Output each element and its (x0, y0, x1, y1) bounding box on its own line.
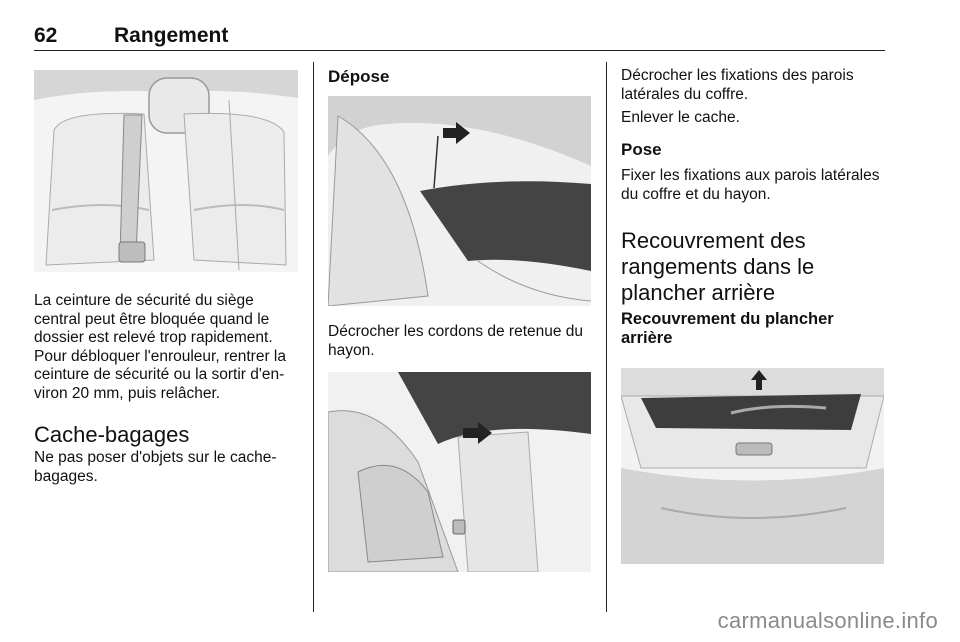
cover-paragraph: Ne pas poser d'objets sur le cache-bagages. (34, 449, 277, 485)
page-number: 62 (34, 24, 58, 47)
watermark: carmanualsonline.info (717, 608, 938, 633)
section-heading-floor: Recouvrement des rangements dans le plancher arrière (621, 228, 815, 305)
remove-cover-paragraph: Enlever le cache. (621, 109, 740, 126)
tailgate-cords-paragraph: Décrocher les cordons de retenue du hayon. (328, 323, 584, 359)
subsection-heading-pose: Pose (621, 140, 662, 159)
tailgate-cords-illustration (328, 96, 591, 306)
seatbelt-paragraph: La ceinture de sécurité du siège central peut être bloquée quand le dossier est relevé trop rapidement. Pour débloquer l'enrouleur, rentrer la ceinture de sécurité ou la sortir d'en-viron 20 mm, puis relâcher. (34, 292, 286, 402)
page-title: Rangement (114, 24, 229, 47)
subsection-heading-floor-cover: Recouvrement du plancher arrière (621, 310, 834, 347)
side-fixings-illustration (328, 372, 591, 572)
page-header (34, 20, 885, 51)
section-heading: Cache-bagages (34, 422, 190, 447)
install-paragraph: Fixer les fixations aux parois latérales du coffre et du hayon. (621, 167, 880, 203)
subsection-heading: Dépose (328, 67, 390, 86)
column-divider (606, 62, 607, 612)
unhook-paragraph: Décrocher les fixations des parois latérales du coffre. (621, 67, 854, 103)
column-divider (313, 62, 314, 612)
seatbelt-illustration (34, 70, 298, 272)
floor-cover-illustration (621, 368, 884, 564)
